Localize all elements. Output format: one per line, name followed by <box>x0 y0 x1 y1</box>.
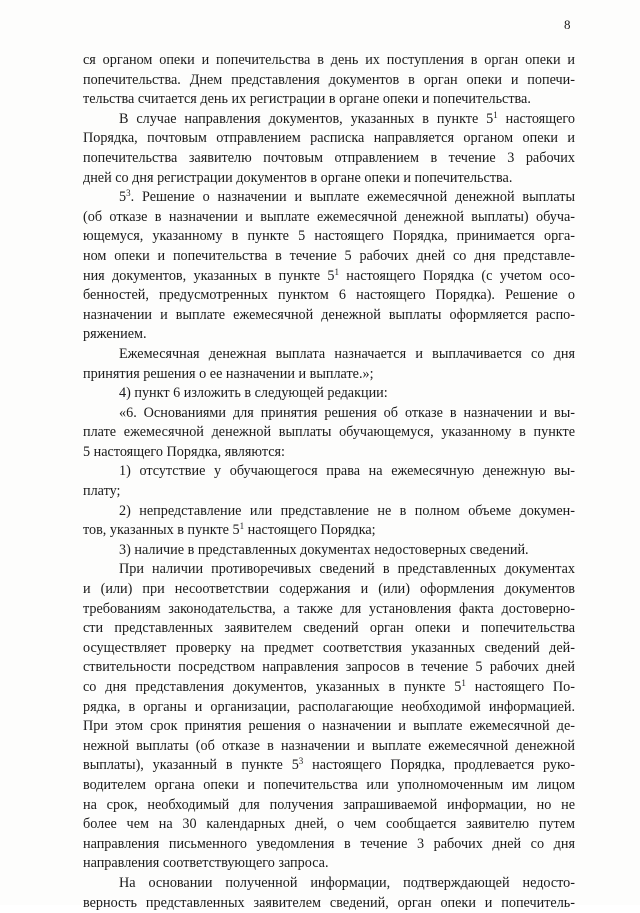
text-line: верность представленных заявителем сведений, орган опеки и попечитель- <box>83 894 575 911</box>
superscript: 3 <box>298 756 304 767</box>
text-line: попечительства. Днем представления документов в орган опеки и попечи- <box>83 71 575 88</box>
text-line: рядка, в органы и организации, располагающие необходимой информацией. <box>83 698 575 715</box>
text-line: выплаты), указанный в пункте $5^3$ настоящего Порядка, продлевается руко- <box>83 756 575 774</box>
text-line: принятия решения о ее назначении и выплате.»; <box>83 365 374 382</box>
text-line: нежной выплаты (об отказе в назначении и выплате ежемесячной денежной <box>83 737 575 754</box>
text-line: 2) непредставление или представление не в полном объеме докумен- <box>119 502 575 519</box>
superscript: 3 <box>126 188 131 199</box>
text-line: требованиям законодательства, а также для установления факта достоверно- <box>83 600 575 617</box>
superscript: 1 <box>461 678 466 688</box>
text-line: 5 настоящего Порядка, являются: <box>83 443 285 460</box>
text-line: сти представленных заявителем сведений орган опеки и попечительства <box>83 620 575 637</box>
superscript: 1 <box>334 266 339 277</box>
text-line: направления соответствующего запроса. <box>83 855 329 872</box>
text-line: ся органом опеки и попечительства в день их поступления в орган опеки и <box>83 52 575 68</box>
text-line: назначении и выплате ежемесячной денежной выплаты оформляется распо- <box>83 306 575 323</box>
text-line: дней со дня регистрации документов в органе опеки и попечительства. <box>83 169 513 186</box>
text-line: На основании полученной информации, подтверждающей недосто- <box>119 874 575 891</box>
text-line: ряжением. <box>83 326 147 343</box>
text-line: осуществляет проверку на предмет соответствия указанных сведений дей- <box>83 639 575 656</box>
text-line: направления письменного уведомления в течение 3 рабочих дней со дня <box>83 835 575 852</box>
text-line: В случае направления документов, указанных в пункте $5^1$ настоящего <box>119 109 575 127</box>
text-line: со дня представления документов, указанных в пункте $5^1$ настоящего По- <box>83 678 575 695</box>
text-line: тельства считается день их регистрации в органе опеки и попечительства. <box>83 91 531 108</box>
page-number: 8 <box>564 17 571 32</box>
text-line: $5^3$. Решение о назначении и выплате ежемесячной денежной выплаты <box>119 188 575 206</box>
text-line: Ежемесячная денежная выплата назначается и выплачивается со дня <box>119 345 575 362</box>
document-body <box>83 51 575 913</box>
text-line: При этом срок принятия решения о назначении и выплате ежемесячной де- <box>83 718 575 735</box>
text-line: бенностей, предусмотренных пунктом 6 настоящего Порядка). Решение о <box>83 287 575 304</box>
text-line: более чем на 30 календарных дней, о чем сообщается заявителю путем <box>83 816 575 833</box>
text-line: ния документов, указанных в пункте $5^1$ настоящего Порядка (с учетом осо- <box>83 266 575 284</box>
text-line: плате ежемесячной денежной выплаты обучающемуся, указанному в пункте <box>83 424 575 441</box>
text-line: водителем органа опеки и попечительства или уполномоченным им лицом <box>83 776 575 793</box>
text-line: и (или) при несоответствии содержания и (или) оформления документов <box>83 581 575 598</box>
text-line: тов, указанных в пункте $5^1$ настоящего Порядка; <box>83 521 376 539</box>
text-line: ющемуся, указанному в пункте 5 настоящего Порядка, принимается орга- <box>83 228 575 245</box>
text-line: 4) пункт 6 изложить в следующей редакции: <box>119 385 388 402</box>
text-line: (об отказе в назначении и выплате ежемесячной денежной выплаты) обуча- <box>83 208 575 225</box>
text-line: 1) отсутствие у обучающегося права на ежемесячную денежную вы- <box>119 463 575 480</box>
superscript: 1 <box>239 521 245 532</box>
text-line: Порядка, почтовым отправлением расписка направляется органом опеки и <box>83 130 575 147</box>
text-line: ствительности посредством направления запросов в течение 5 рабочих дней <box>83 659 575 676</box>
text-line: плату; <box>83 483 121 500</box>
text-line: на срок, необходимый для получения запрашиваемой информации, но не <box>83 796 575 813</box>
text-line: 3) наличие в представленных документах недостоверных сведений. <box>119 541 529 558</box>
text-line: ном опеки и попечительства в течение 5 рабочих дней со дня представле- <box>83 247 575 264</box>
text-line: попечительства заявителю почтовым отправлением в течение 3 рабочих <box>83 149 575 166</box>
superscript: 1 <box>493 109 498 120</box>
text-line: «6. Основаниями для принятия решения об отказе в назначении и вы- <box>119 404 575 421</box>
text-line: При наличии противоречивых сведений в представленных документах <box>119 561 575 578</box>
